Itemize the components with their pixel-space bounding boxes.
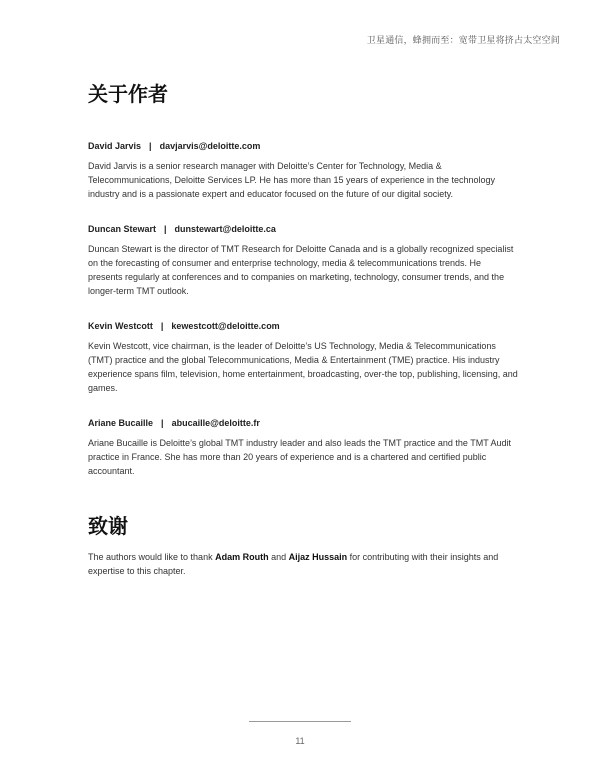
author-name: Kevin Westcott <box>88 321 153 331</box>
author-bio: Duncan Stewart is the director of TMT Research for Deloitte Canada and is a globally recognized specialist on the forecasting of consumer and enterprise technology, media & telecommunications trends. He presents regularly at conferences and to companies on marketing, technology, consumer trends, and the longer-term TMT outlook. <box>88 244 514 296</box>
author-header <box>88 141 518 151</box>
footer-divider <box>249 721 351 722</box>
separator: | <box>160 321 164 331</box>
about-authors-section <box>88 78 518 478</box>
running-header: 卫星通信，蜂拥而至：宽带卫星将挤占太空空间 <box>366 35 560 45</box>
author-header <box>88 418 518 428</box>
author-email-link[interactable]: dunstewart@deloitte.ca <box>174 224 276 234</box>
separator: | <box>149 141 152 151</box>
author-entry <box>88 321 518 395</box>
separator: | <box>164 224 167 234</box>
ack-name-2: Aijaz Hussain <box>288 552 348 562</box>
author-email-link[interactable]: abucaille@deloitte.fr <box>171 418 260 428</box>
author-bio: Ariane Bucaille is Deloitte’s global TMT industry leader and also leads the TMT practice and the TMT Audit practice in France. She has more than 20 years of experience and is a chartered and certified public accountant. <box>88 438 512 476</box>
section-title-acknowledgments: 致谢 <box>88 516 128 538</box>
author-bio: Kevin Westcott, vice chairman, is the leader of Deloitte’s US Technology, Media & Telecommunications (TMT) practice and the global Telecommunications, Media & Entertainment (TME) practice. His industry experience spans film, television, home entertainment, broadcasting, over-the top, publishing, licensing, and games. <box>88 341 518 393</box>
ack-name-1: Adam Routh <box>215 552 269 562</box>
author-header <box>88 321 518 331</box>
author-bio: David Jarvis is a senior research manager with Deloitte’s Center for Technology, Media & Telecommunications, Deloitte Services LP. He has more than 15 years of experience in the technology industry and is a passionate expert and educator focused on the future of our digital society. <box>88 161 496 199</box>
author-header <box>88 224 518 234</box>
section-title-about-authors: 关于作者 <box>88 84 168 106</box>
ack-text-and: and <box>268 552 289 562</box>
acknowledgments-text <box>88 550 518 578</box>
author-email-link[interactable]: davjarvis@deloitte.com <box>159 141 261 151</box>
author-entry <box>88 224 518 298</box>
author-name: Ariane Bucaille <box>88 418 154 428</box>
page-number: 11 <box>295 736 305 746</box>
author-email-link[interactable]: kewestcott@deloitte.com <box>171 321 280 331</box>
author-name: David Jarvis <box>88 141 142 151</box>
ack-text-after: for contributing with their insights and expertise to this chapter. <box>88 552 499 576</box>
author-entry <box>88 141 518 201</box>
author-name: Duncan Stewart <box>88 224 157 234</box>
separator: | <box>161 418 164 428</box>
ack-text-before: The authors would like to thank <box>88 552 216 562</box>
author-entry <box>88 418 518 478</box>
